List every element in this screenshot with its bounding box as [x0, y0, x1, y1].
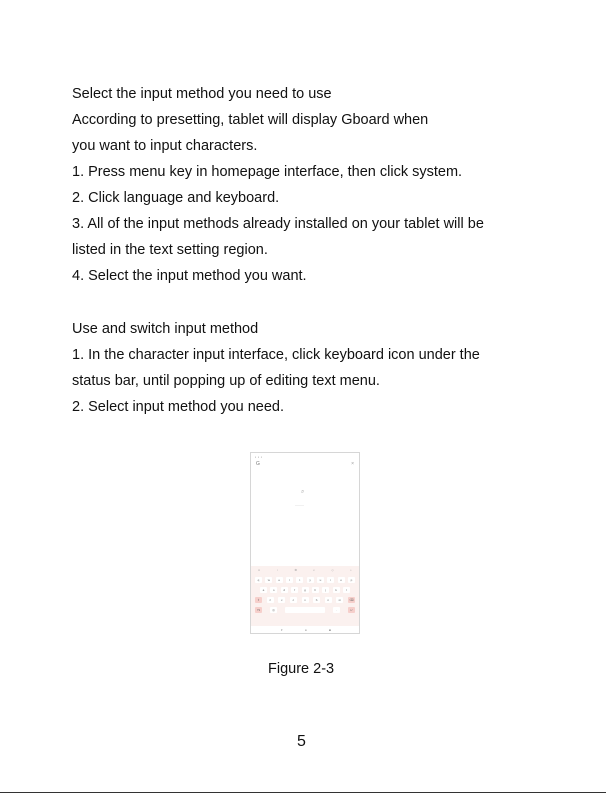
keyboard-row-3	[255, 597, 355, 603]
page-number: 5	[297, 733, 306, 750]
keyboard-key: c	[290, 597, 297, 603]
back-icon: ▾	[281, 628, 283, 632]
keyboard-key: d	[281, 587, 288, 593]
keyboard-key: w	[265, 577, 272, 583]
settings-icon: ⚙	[294, 568, 298, 572]
section1-intro-line2: you want to input characters.	[72, 138, 258, 154]
section2-heading: Use and switch input method	[72, 321, 259, 337]
keyboard-key: r	[286, 577, 293, 583]
backspace-key-icon: ⌫	[349, 598, 354, 602]
section2-step1-line2: status bar, until popping up of editing text menu.	[72, 373, 380, 389]
keyboard-key: q	[255, 577, 262, 583]
section1-step3-line1: 3. All of the input methods already installed on your tablet will be	[72, 216, 484, 232]
globe-key-icon: ◎	[270, 607, 277, 613]
keyboard	[251, 566, 359, 626]
keyboard-key: j	[322, 587, 329, 593]
tablet-screenshot	[250, 452, 360, 634]
keyboard-key: y	[307, 577, 314, 583]
section1-heading: Select the input method you need to use	[72, 86, 332, 102]
home-icon: ●	[304, 628, 307, 632]
nav-bar	[281, 628, 331, 632]
keyboard-key: e	[276, 577, 283, 583]
theme-icon: ◐	[313, 568, 316, 572]
status-bar-icon: ▪ ▪ ▪	[255, 455, 263, 459]
keyboard-key: z	[267, 597, 274, 603]
recents-icon: ■	[329, 628, 331, 632]
keyboard-key: s	[270, 587, 277, 593]
period-key: .	[333, 607, 340, 613]
search-icon: ⌕	[301, 489, 305, 495]
keyboard-row-2	[260, 587, 350, 593]
section1-step2: 2. Click language and keyboard.	[72, 190, 280, 206]
symbols-key: ?1	[256, 608, 261, 612]
keyboard-key: a	[260, 587, 267, 593]
search-hint-line: ———	[295, 503, 304, 507]
keyboard-key: k	[333, 587, 340, 593]
translate-icon: ◇	[331, 568, 334, 572]
keyboard-row-4	[255, 607, 355, 613]
mic-icon: •	[350, 568, 352, 572]
keyboard-key: u	[317, 577, 324, 583]
section1-step4: 4. Select the input method you want.	[72, 268, 307, 284]
enter-key-icon: ↵	[348, 607, 355, 613]
keyboard-key: b	[313, 597, 320, 603]
keyboard-key: t	[296, 577, 303, 583]
footer-divider	[0, 792, 606, 793]
keyboard-key: n	[325, 597, 332, 603]
keyboard-key: v	[302, 597, 309, 603]
section1-step3-line2: listed in the text setting region.	[72, 242, 268, 258]
keyboard-row-1	[255, 577, 355, 583]
gif-icon: ▫	[276, 568, 278, 572]
keyboard-key: h	[312, 587, 319, 593]
section1-step1: 1. Press menu key in homepage interface, then click system.	[72, 164, 463, 180]
figure-caption: Figure 2-3	[268, 661, 335, 677]
space-key	[285, 607, 325, 613]
emoji-icon: ☺	[257, 568, 261, 572]
keyboard-key: x	[278, 597, 285, 603]
section2-step2: 2. Select input method you need.	[72, 399, 285, 415]
keyboard-key: f	[291, 587, 298, 593]
keyboard-key: g	[302, 587, 309, 593]
keyboard-toolbar	[255, 568, 355, 573]
google-logo-icon: G	[256, 461, 260, 467]
section2-step1-line1: 1. In the character input interface, click keyboard icon under the	[72, 347, 480, 363]
close-icon: ×	[351, 461, 354, 467]
keyboard-key: i	[327, 577, 334, 583]
section1-intro-line1: According to presetting, tablet will display Gboard when	[72, 112, 429, 128]
shift-key-icon: ⇧	[255, 597, 262, 603]
keyboard-key: p	[348, 577, 355, 583]
keyboard-key: m	[336, 597, 343, 603]
keyboard-key: o	[338, 577, 345, 583]
keyboard-key: l	[343, 587, 350, 593]
